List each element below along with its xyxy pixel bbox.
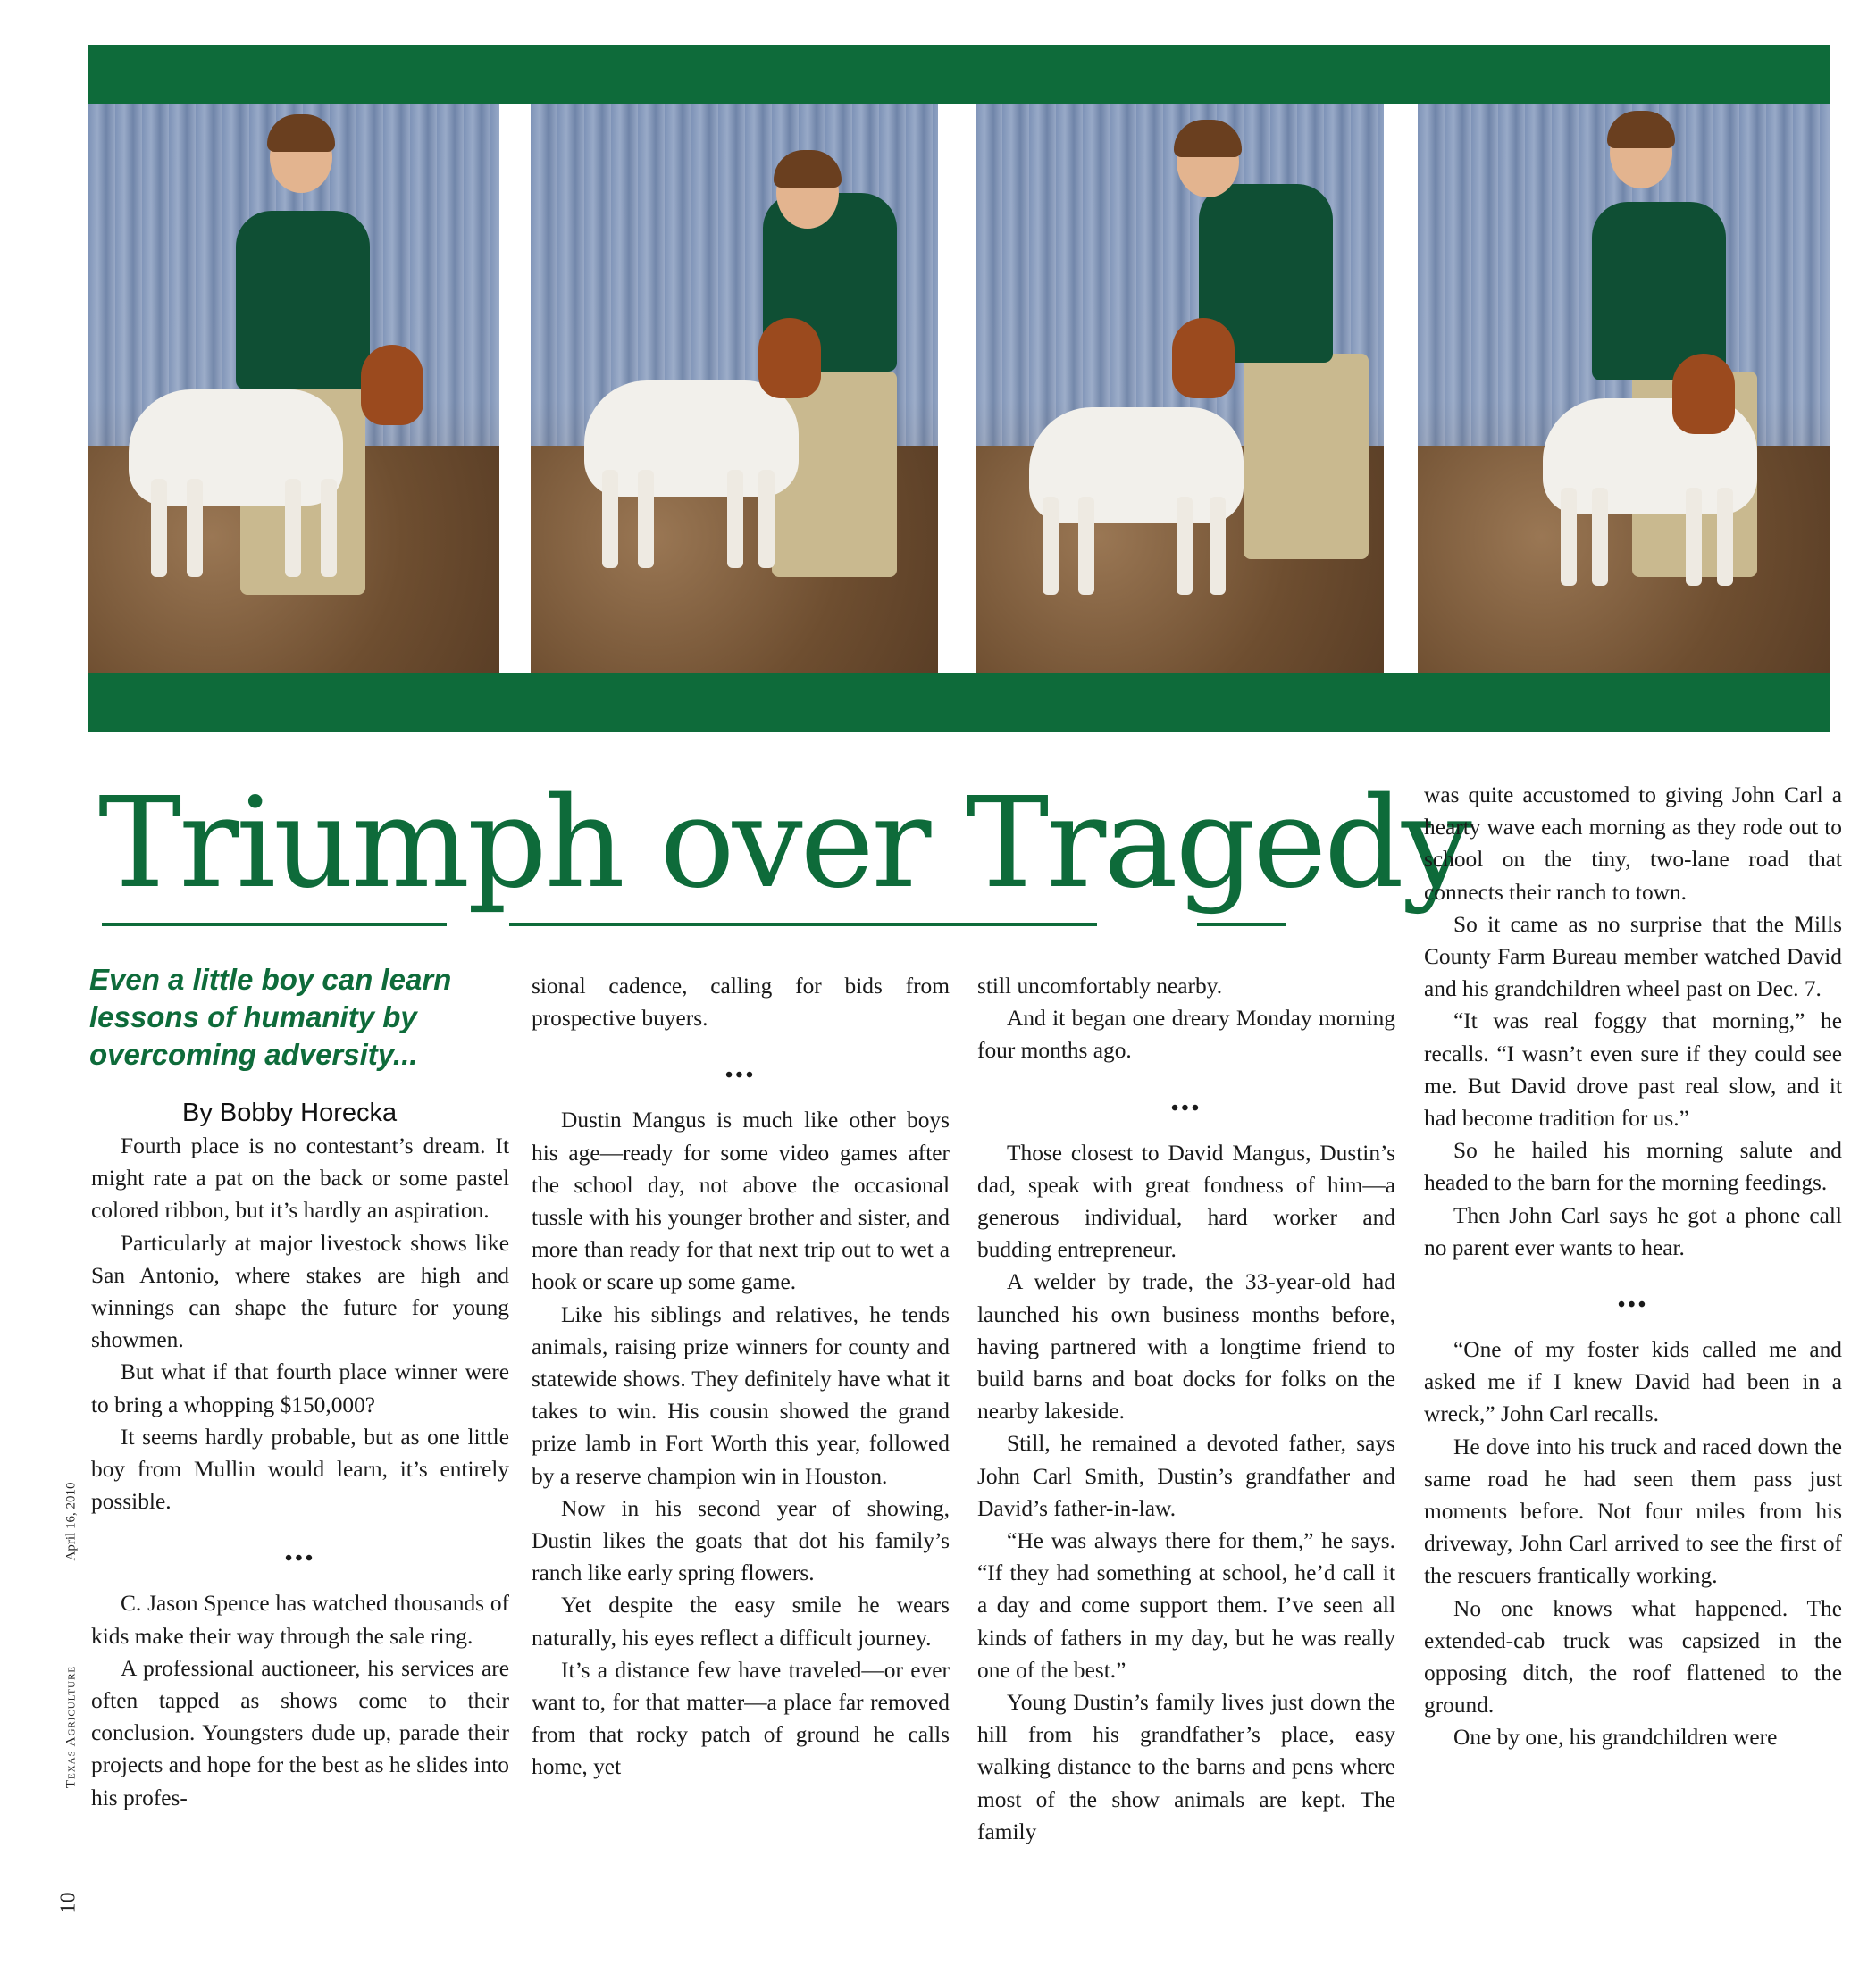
paragraph: Like his siblings and relatives, he tends animals, raising prize winners for county and statewide shows. They definitely have what it takes to win. His cousin showed the grand prize lamb in Fort Worth this year, followed by a reserve champion win in Houston. (532, 1301, 950, 1489)
headline: Triumph over Tragedy (98, 771, 1470, 916)
paragraph: It seems hardly probable, but as one little boy from Mullin would learn, it’s entirely possible. (91, 1424, 509, 1515)
paragraph: still uncomfortably nearby. (977, 974, 1223, 999)
paragraph: Yet despite the easy smile he wears naturally, his eyes reflect a difficult journey. (532, 1593, 950, 1651)
headline-rule-2 (509, 923, 1097, 926)
paragraph: Now in his second year of showing, Dustin likes the goats that dot his family’s ranch like early spring flowers. (532, 1495, 950, 1586)
byline: By Bobby Horecka (182, 1099, 398, 1127)
photo-boy-goat-3 (976, 104, 1384, 673)
paragraph: So he hailed his morning salute and headed to the barn for the morning feedings. (1424, 1138, 1842, 1196)
section-separator: ••• (284, 1547, 316, 1571)
paragraph: Then John Carl says he got a phone call no parent ever wants to hear. (1424, 1202, 1842, 1260)
article-column-3 (977, 970, 1395, 1848)
folio-date: April 16, 2010 (63, 1482, 79, 1561)
paragraph: A welder by trade, the 33-year-old had launched his own business months before, having partnered with a longtime friend to build barns and boat docks for folks on the nearby lakeside. (977, 1269, 1395, 1425)
deck-subheadline: Even a little boy can learn lessons of humanity by overcoming adversity... (89, 963, 452, 1071)
paragraph: “He was always there for them,” he says. “If they had something at school, he’d call it a day and come support them. I’ve seen all kinds of fathers in my day, but he was really one of the best.” (977, 1528, 1395, 1683)
page-number: 10 (56, 1892, 80, 1914)
paragraph: Dustin Mangus is much like other boys his age—ready for some video games after the school day, not above the occasional tussle with his younger brother and sister, and more than ready for that next trip out to wet a hook or scare up some game. (532, 1108, 950, 1295)
photo-boy-goat-2 (531, 104, 938, 673)
paragraph: Still, he remained a devoted father, says John Carl Smith, Dustin’s grandfather and David’s father-in-law. (977, 1431, 1395, 1521)
paragraph: “One of my foster kids called me and asked me if I knew David had been in a wreck,” John Carl recalls. (1424, 1337, 1842, 1427)
article-column-4 (1424, 779, 1842, 1754)
photo-boy-goat-1 (88, 104, 499, 673)
paragraph: And it began one dreary Monday morning four months ago. (977, 1006, 1395, 1064)
paragraph: Those closest to David Mangus, Dustin’s dad, speak with great fondness of him—a generous individual, hard worker and budding entrepreneur. (977, 1140, 1395, 1263)
paragraph: It’s a distance few have traveled—or ever want to, for that matter—a place far removed from that rocky patch of ground he calls home, yet (532, 1657, 950, 1780)
photo-boy-goat-4 (1418, 104, 1830, 673)
headline-rule-3 (1197, 923, 1286, 926)
paragraph: C. Jason Spence has watched thousands of kids make their way through the sale ring. (91, 1591, 509, 1649)
paragraph: But what if that fourth place winner were to bring a whopping $150,000? (91, 1359, 509, 1417)
paragraph: was quite accustomed to giving John Carl a hearty wave each morning as they rode out to school on the tiny, two-lane road that connects their ranch to town. (1424, 782, 1842, 905)
paragraph: Particularly at major livestock shows like San Antonio, where stakes are high and winnings can shape the future for young showmen. (91, 1230, 509, 1353)
paragraph: So it came as no surprise that the Mills County Farm Bureau member watched David and his grandchildren wheel past on Dec. 7. (1424, 911, 1842, 1002)
paragraph: Young Dustin’s family lives just down the hill from his grandfather’s place, easy walking distance to the barns and pens where most of the show animals are kept. The family (977, 1690, 1395, 1844)
paragraph: No one knows what happened. The extended-cab truck was capsized in the opposing ditch, the roof flattened to the ground. (1424, 1595, 1842, 1718)
paragraph: One by one, his grandchildren were (1453, 1725, 1778, 1751)
article-column-1 (91, 1130, 509, 1814)
article-column-2 (532, 970, 950, 1784)
headline-rule-1 (102, 923, 447, 926)
paragraph: A professional auctioneer, his services are often tapped as shows come to their conclusion. Youngsters dude up, parade their projects and hope for the best as he slides into his profes- (91, 1655, 509, 1810)
folio-publication: Texas Agriculture (63, 1665, 79, 1789)
section-separator: ••• (724, 1064, 757, 1088)
paragraph: He dove into his truck and raced down the same road he had seen them pass just moments before. Not four miles from his driveway, John Carl arrived to see the first of the rescuers frantically working. (1424, 1434, 1842, 1589)
paragraph: Fourth place is no contestant’s dream. It might rate a pat on the back or some pastel colored ribbon, but it’s hardly an aspiration. (91, 1133, 509, 1224)
section-separator: ••• (1617, 1293, 1649, 1317)
paragraph: “It was real foggy that morning,” he recalls. “I wasn’t even sure if they could see me. But David drove past real slow, and it had become tradition for us.” (1424, 1008, 1842, 1132)
section-separator: ••• (1170, 1096, 1202, 1120)
paragraph: sional cadence, calling for bids from prospective buyers. (532, 974, 950, 1032)
